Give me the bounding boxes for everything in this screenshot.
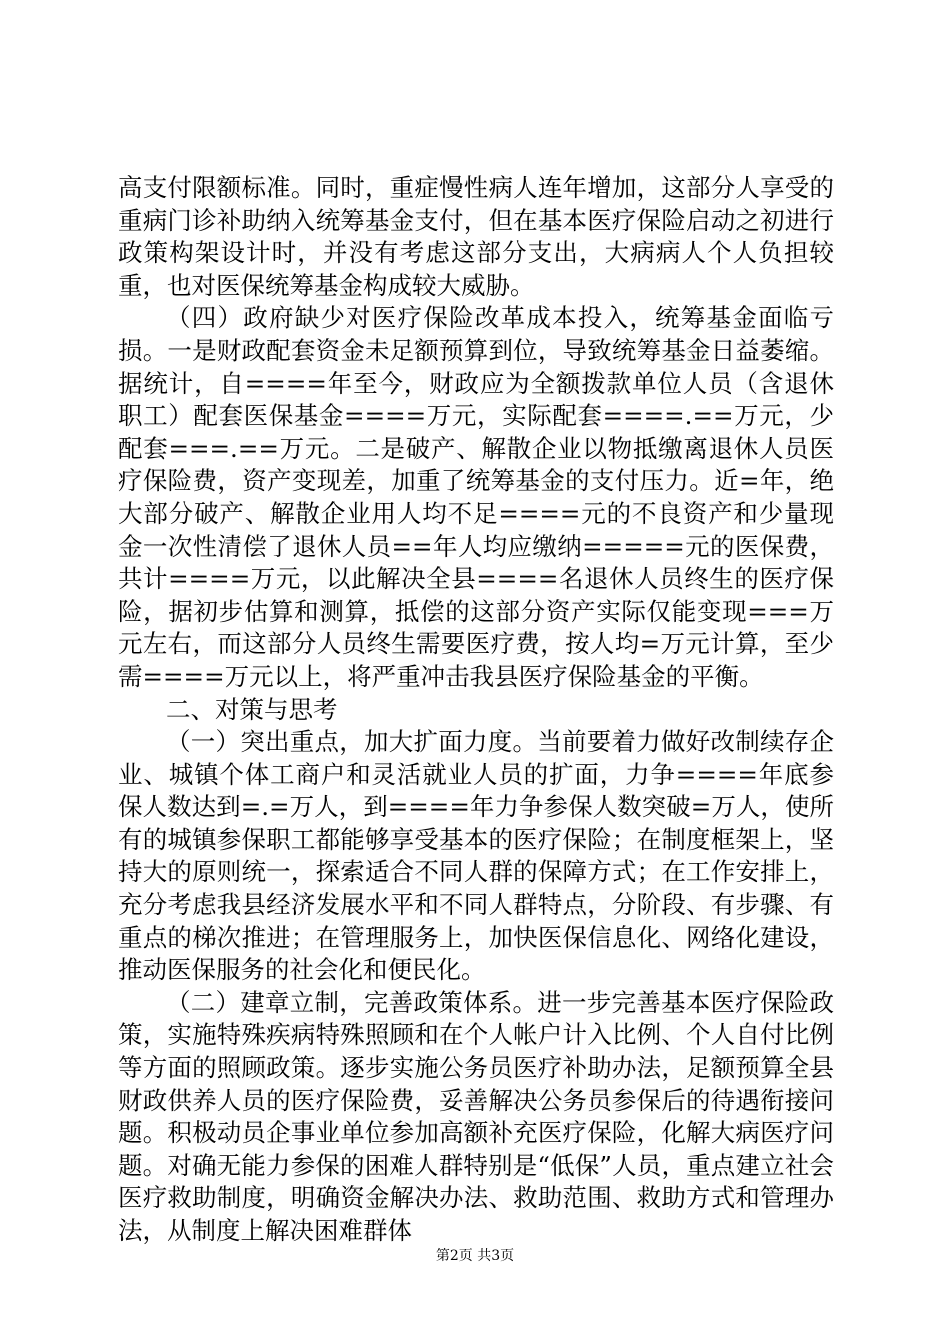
document-body — [118, 172, 834, 1248]
page-number-footer: 第2页 共3页 — [435, 1248, 515, 1264]
section-heading-countermeasures: 二、对策与思考 — [166, 694, 338, 724]
paragraph-continuation: 高支付限额标准。同时，重症慢性病人连年增加，这部分人享受的重病门诊补助纳入统筹基金支付，但在基本医疗保险启动之初进行政策构架设计时，并没有考虑这部分支出，大病病人个人负担较重，也对医保统筹基金构成较大威胁。 — [118, 173, 834, 300]
paragraph-item-two: （二）建章立制，完善政策体系。进一步完善基本医疗保险政策，实施特殊疾病特殊照顾和在个人帐户计入比例、个人自付比例等方面的照顾政策。逐步实施公务员医疗补助办法，足额预算全县财政供养人员的医疗保险费，妥善解决公务员参保后的待遇衔接问题。积极动员企事业单位参加高额补充医疗保险，化解大病医疗问题。对确无能力参保的困难人群特别是“低保”人员，重点建立社会医疗救助制度，明确资金解决办法、救助范围、救助方式和管理办法，从制度上解决困难群体 — [118, 987, 834, 1245]
paragraph-section-four: （四）政府缺少对医疗保险改革成本投入，统筹基金面临亏损。一是财政配套资金未足额预算到位，导致统筹基金日益萎缩。据统计，自====年至今，财政应为全额拨款单位人员（含退休职工）配套医保基金====万元，实际配套====.==万元，少配套===.==万元。二是破产、解散企业以物抵缴离退休人员医疗保险费，资产变现差，加重了统筹基金的支付压力。近=年，绝大部分破产、解散企业用人均不足====元的不良资产和少量现金一次性清偿了退休人员==年人均应缴纳=====元的医保费，共计====万元，以此解决全县====名退休人员终生的医疗保险，据初步估算和测算，抵偿的这部分资产实际仅能变现===万元左右，而这部分人员终生需要医疗费，按人均=万元计算，至少需====万元以上，将严重冲击我县医疗保险基金的平衡。 — [118, 303, 834, 691]
paragraph-item-one: （一）突出重点，加大扩面力度。当前要着力做好改制续存企业、城镇个体工商户和灵活就业人员的扩面，力争====年底参保人数达到=.=万人，到====年力争参保人数突破=万人，使所有的城镇参保职工都能够享受基本的医疗保险；在制度框架上，坚持大的原则统一，探索适合不同人群的保障方式；在工作安排上，充分考虑我县经济发展水平和不同人群特点，分阶段、有步骤、有重点的梯次推进；在管理服务上，加快医保信息化、网络化建设，推动医保服务的社会化和便民化。 — [118, 727, 834, 985]
